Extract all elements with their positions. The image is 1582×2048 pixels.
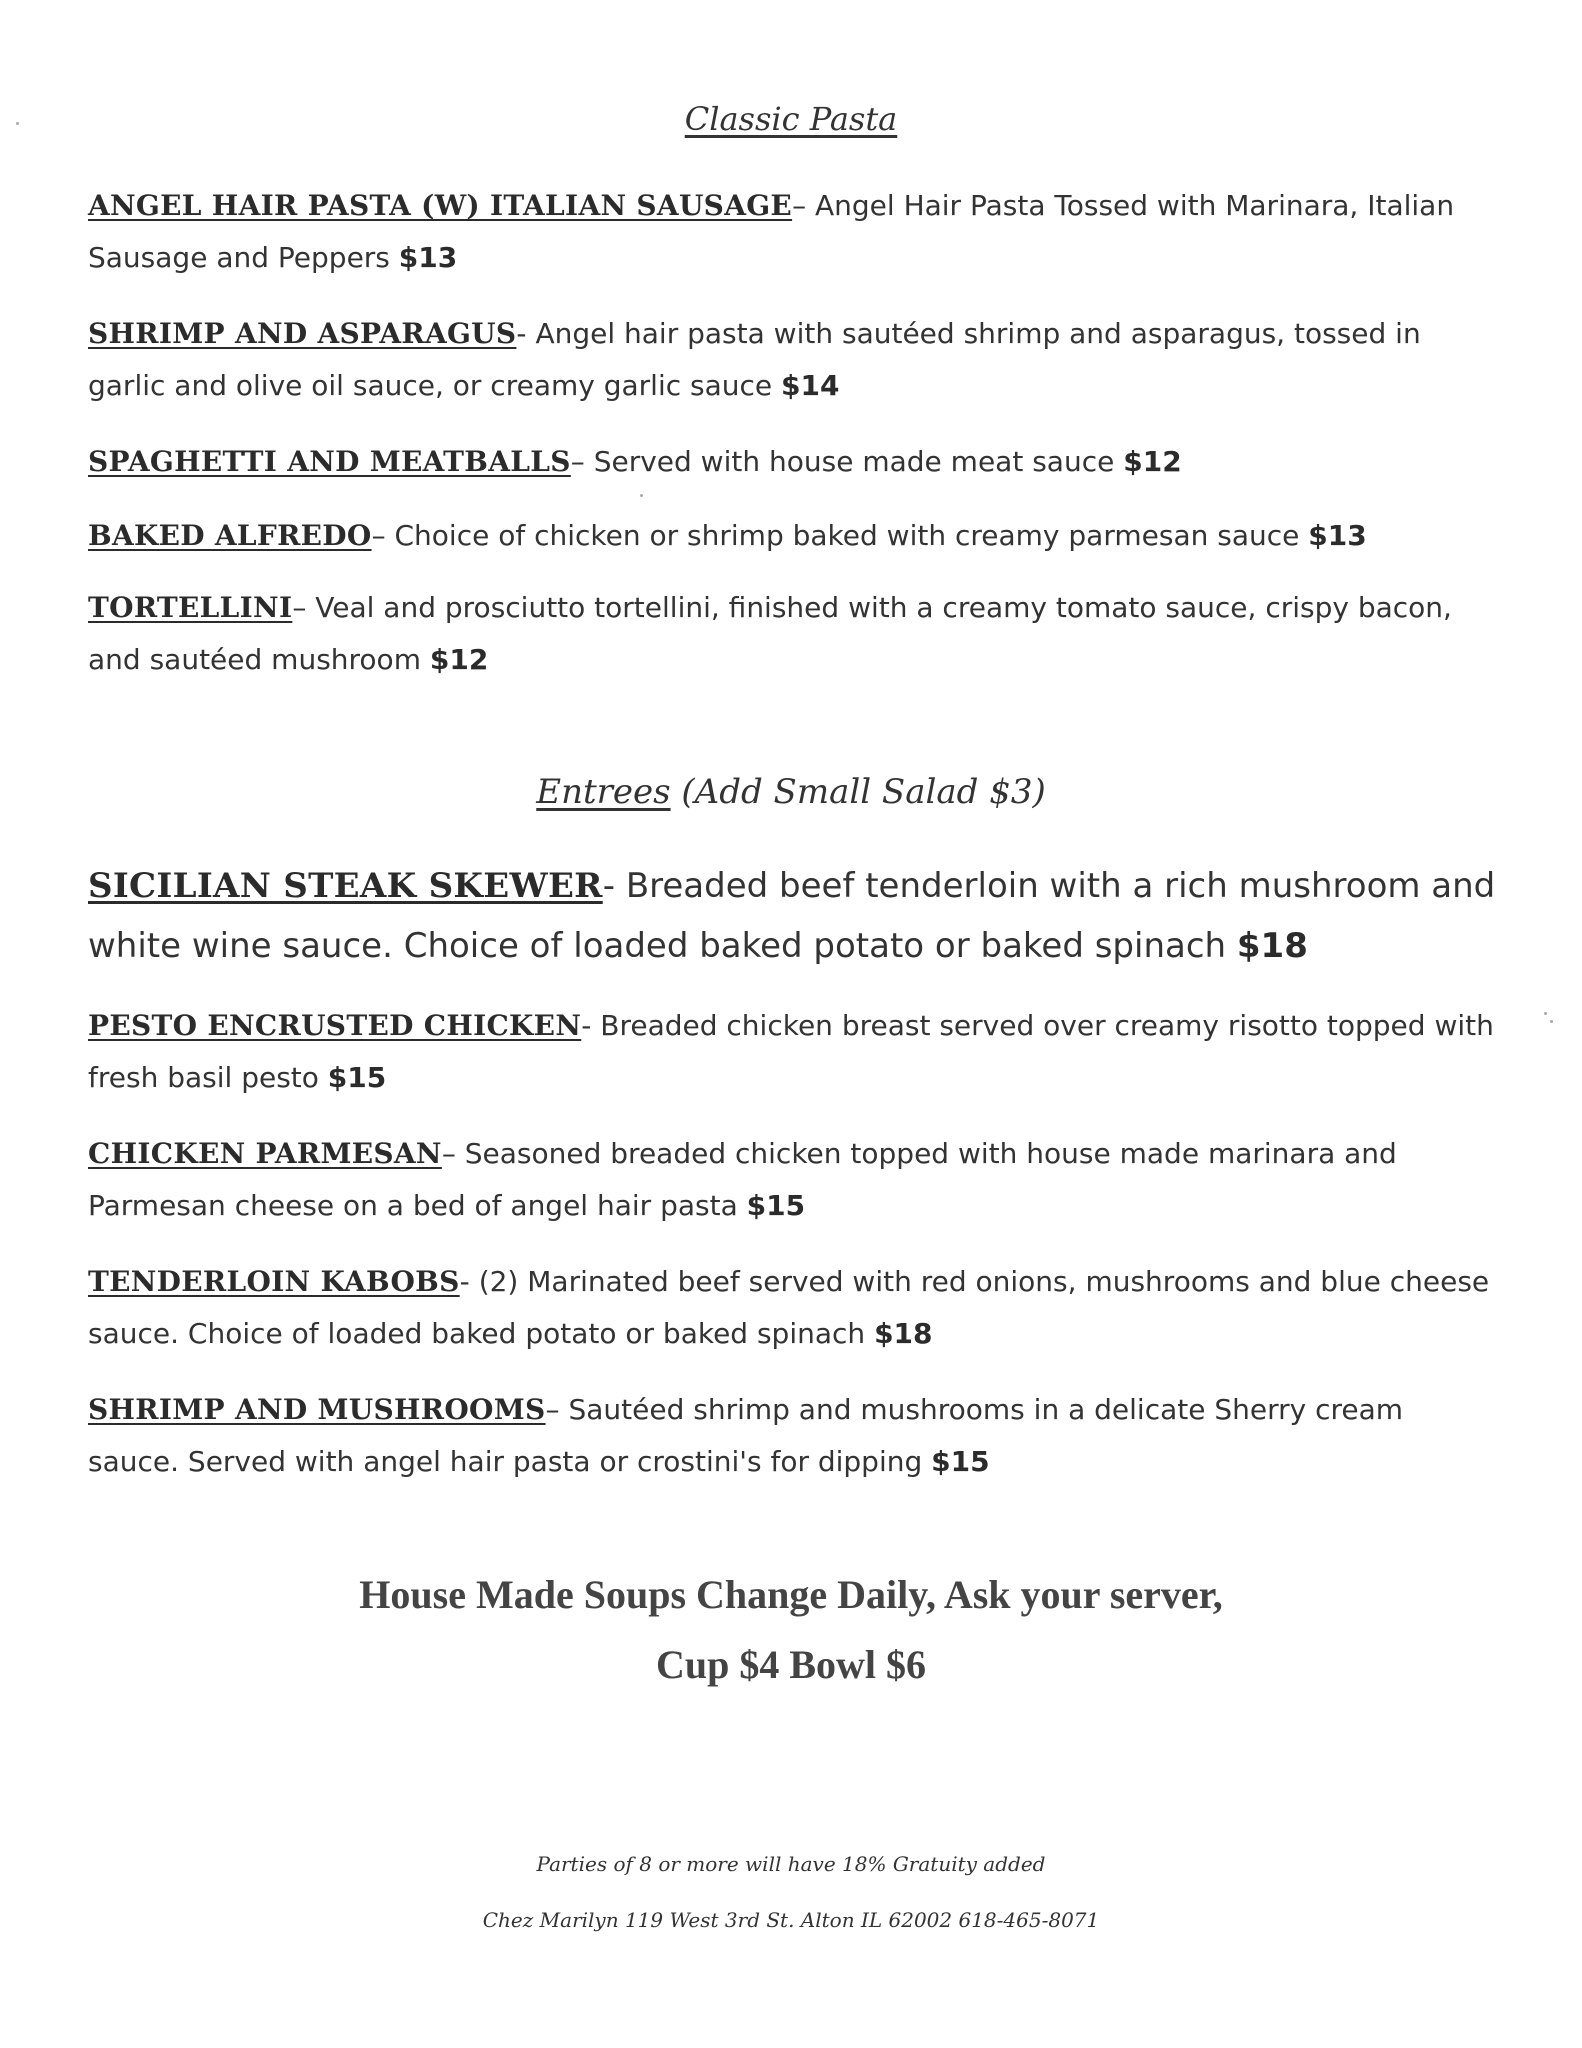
item-description: Breaded chicken breast served over creamy risotto topped with fresh basil pesto — [88, 1009, 1494, 1094]
item-separator: - — [581, 1009, 601, 1042]
menu-item-tortellini — [88, 582, 1498, 686]
item-description: Veal and prosciutto tortellini, finished with a creamy tomato sauce, crispy bacon, and sautéed mushroom — [88, 591, 1452, 676]
item-name: SICILIAN STEAK SKEWER — [88, 866, 603, 906]
item-description: Sautéed shrimp and mushrooms in a delicate Sherry cream sauce. Served with angel hair pasta or crostini's for dipping — [88, 1393, 1404, 1478]
entrees-heading-text: Entrees — [536, 772, 671, 812]
gratuity-note: Parties of 8 or more will have 18% Gratuity added — [536, 1852, 1046, 1876]
menu-item-sicilian-steak-skewer — [88, 856, 1498, 976]
item-separator: – — [570, 445, 594, 478]
item-description: Breaded beef tenderloin with a rich mushroom and white wine sauce. Choice of loaded baked potato or baked spinach — [88, 866, 1496, 966]
item-description: Angel hair pasta with sautéed shrimp and asparagus, tossed in garlic and olive oil sauce, or creamy garlic sauce — [88, 317, 1421, 402]
item-name: BAKED ALFREDO — [88, 519, 372, 552]
soups-line-2: Cup $4 Bowl $6 — [655, 1642, 927, 1687]
item-description: (2) Marinated beef served with red onions, mushrooms and blue cheese sauce. Choice of loaded baked potato or baked spinach — [88, 1265, 1490, 1350]
item-name: ANGEL HAIR PASTA (W) ITALIAN SAUSAGE — [88, 189, 793, 222]
item-separator: - — [459, 1265, 479, 1298]
scan-speck — [1544, 1012, 1547, 1015]
item-description: Angel Hair Pasta Tossed with Marinara, Italian Sausage and Peppers — [88, 189, 1455, 274]
item-price: $14 — [781, 369, 840, 402]
item-separator: - — [516, 317, 536, 350]
menu-item-shrimp-mushrooms — [88, 1384, 1498, 1488]
soups-line-1: House Made Soups Change Daily, Ask your server, — [359, 1572, 1223, 1617]
menu-item-shrimp-asparagus — [88, 308, 1498, 412]
item-name: PESTO ENCRUSTED CHICKEN — [88, 1009, 582, 1042]
item-price: $13 — [1308, 519, 1367, 552]
entrees-heading-note: (Add Small Salad $3) — [681, 772, 1046, 812]
item-price: $12 — [1123, 445, 1182, 478]
scan-speck — [640, 494, 643, 497]
menu-item-chicken-parmesan — [88, 1128, 1498, 1232]
item-price: $18 — [874, 1317, 933, 1350]
item-price: $13 — [398, 241, 458, 274]
item-name: SHRIMP AND MUSHROOMS — [88, 1393, 546, 1426]
menu-item-pesto-encrusted-chicken — [88, 1000, 1498, 1104]
menu-item-baked-alfredo — [88, 510, 1498, 562]
item-price: $15 — [746, 1189, 806, 1222]
item-separator: – — [441, 1137, 465, 1170]
item-name: CHICKEN PARMESAN — [88, 1137, 442, 1170]
item-description: Served with house made meat sauce — [593, 445, 1115, 478]
item-separator: – — [545, 1393, 569, 1426]
item-price: $15 — [931, 1445, 990, 1478]
menu-item-tenderloin-kabobs — [88, 1256, 1498, 1360]
soups-notice — [0, 1560, 1582, 1700]
item-separator: – — [371, 519, 395, 552]
entrees-section-heading — [0, 772, 1582, 812]
menu-item-spaghetti-meatballs — [88, 436, 1498, 488]
item-price: $12 — [429, 643, 489, 676]
restaurant-address: Chez Marilyn 119 West 3rd St. Alton IL 62002 618-465-8071 — [482, 1908, 1100, 1932]
menu-item-angel-hair-sausage — [88, 180, 1498, 284]
scan-speck — [16, 122, 19, 125]
item-separator: – — [292, 591, 316, 624]
item-separator: - — [602, 866, 626, 906]
scan-speck — [1550, 1020, 1553, 1023]
item-description: Choice of chicken or shrimp baked with creamy parmesan sauce — [394, 519, 1300, 552]
item-name: TORTELLINI — [88, 591, 293, 624]
item-name: SPAGHETTI AND MEATBALLS — [88, 445, 571, 478]
item-price: $18 — [1236, 926, 1308, 966]
item-description: Seasoned breaded chicken topped with house made marinara and Parmesan cheese on a bed of angel hair pasta — [88, 1137, 1397, 1222]
item-price: $15 — [327, 1061, 387, 1094]
pasta-section-heading — [0, 100, 1582, 138]
item-separator: – — [792, 189, 815, 222]
item-name: SHRIMP AND ASPARAGUS — [88, 317, 517, 350]
item-name: TENDERLOIN KABOBS — [88, 1265, 460, 1298]
pasta-heading-text: Classic Pasta — [684, 100, 898, 138]
